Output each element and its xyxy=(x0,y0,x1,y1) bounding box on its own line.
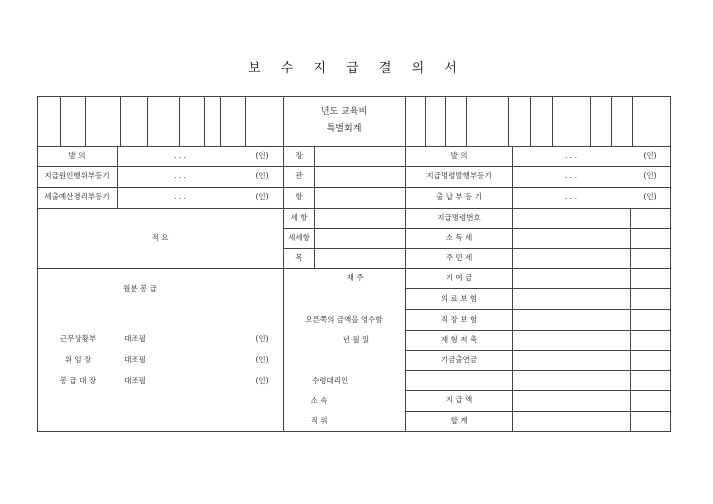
special-account-label: 특별회계 xyxy=(326,124,362,134)
right-row-date-1: . . . xyxy=(565,151,577,160)
summary-label: 적 요 xyxy=(151,233,169,242)
payment-amount-label: 지 급 액 xyxy=(445,395,473,404)
section-label: 관 xyxy=(295,171,303,180)
category-label: 목 xyxy=(295,253,303,262)
left-row-seal-2: (인) xyxy=(255,171,269,180)
right-row-seal-3: (인) xyxy=(643,192,657,201)
payment-order-number-label: 지급명령번호 xyxy=(437,213,481,222)
payroll-ledger-label: 봉 급 대 장 xyxy=(59,376,97,385)
receipt-heading: 재 주 xyxy=(346,273,364,282)
attorney-check-label: 대조필 xyxy=(124,355,146,364)
power-of-attorney-label: 위 임 장 xyxy=(64,355,92,364)
attendance-seal: (인) xyxy=(255,334,269,343)
budget-year-label: 년도 교육비 xyxy=(320,107,368,117)
sub-item-label: 세 항 xyxy=(290,213,308,222)
item-label: 항 xyxy=(295,192,303,201)
right-row-label-3: 출 납 부 등 기 xyxy=(436,192,482,201)
affiliation-label: 소 속 xyxy=(310,396,328,405)
left-row-label-2: 지급원인행위부등기 xyxy=(44,171,110,180)
document-title: 보 수 지 급 결 의 서 xyxy=(248,61,465,76)
position-label: 직 위 xyxy=(310,416,328,425)
left-row-date-1: . . . xyxy=(174,151,186,160)
workplace-insurance-label: 직 장 보 험 xyxy=(440,315,478,324)
attorney-seal: (인) xyxy=(255,355,269,364)
medical-insurance-label: 의 료 보 험 xyxy=(440,294,478,303)
attendance-check-label: 대조필 xyxy=(124,334,146,343)
payroll-seal: (인) xyxy=(255,376,269,385)
right-row-date-3: . . . xyxy=(565,192,577,201)
right-row-label-1: 발 의 xyxy=(450,151,468,160)
contribution-label: 기 여 금 xyxy=(445,273,473,282)
monthly-salary-label: 월분 봉 급 xyxy=(123,284,157,293)
right-row-label-2: 지급명령발행부등기 xyxy=(426,171,492,180)
right-row-seal-2: (인) xyxy=(643,171,657,180)
left-row-date-3: . . . xyxy=(174,192,186,201)
left-row-seal-3: (인) xyxy=(255,192,269,201)
detail-item-label: 세세항 xyxy=(288,233,310,242)
attendance-register-label: 근무상황부 xyxy=(59,334,97,343)
asset-savings-label: 재 형 저 축 xyxy=(440,335,478,344)
proxy-recipient-label: 수령대리인 xyxy=(312,376,349,385)
left-row-date-2: . . . xyxy=(174,171,186,180)
right-row-date-2: . . . xyxy=(565,171,577,180)
payroll-check-label: 대조필 xyxy=(124,376,146,385)
total-label: 합 계 xyxy=(450,416,468,425)
left-row-label-1: 발 의 xyxy=(68,151,86,160)
chapter-label: 장 xyxy=(295,151,303,160)
receipt-date: 년 월 일 xyxy=(342,335,370,344)
income-tax-label: 소 득 세 xyxy=(445,233,473,242)
left-row-label-3: 세출예산경리부등기 xyxy=(44,192,110,201)
resident-tax-label: 주 민 세 xyxy=(445,253,473,262)
fund-contribution-label: 기금출연금 xyxy=(440,355,478,364)
left-row-seal-1: (인) xyxy=(255,151,269,160)
right-row-seal-1: (인) xyxy=(643,151,657,160)
receipt-statement: 오른쪽의 금액을 영수함 xyxy=(305,315,383,324)
